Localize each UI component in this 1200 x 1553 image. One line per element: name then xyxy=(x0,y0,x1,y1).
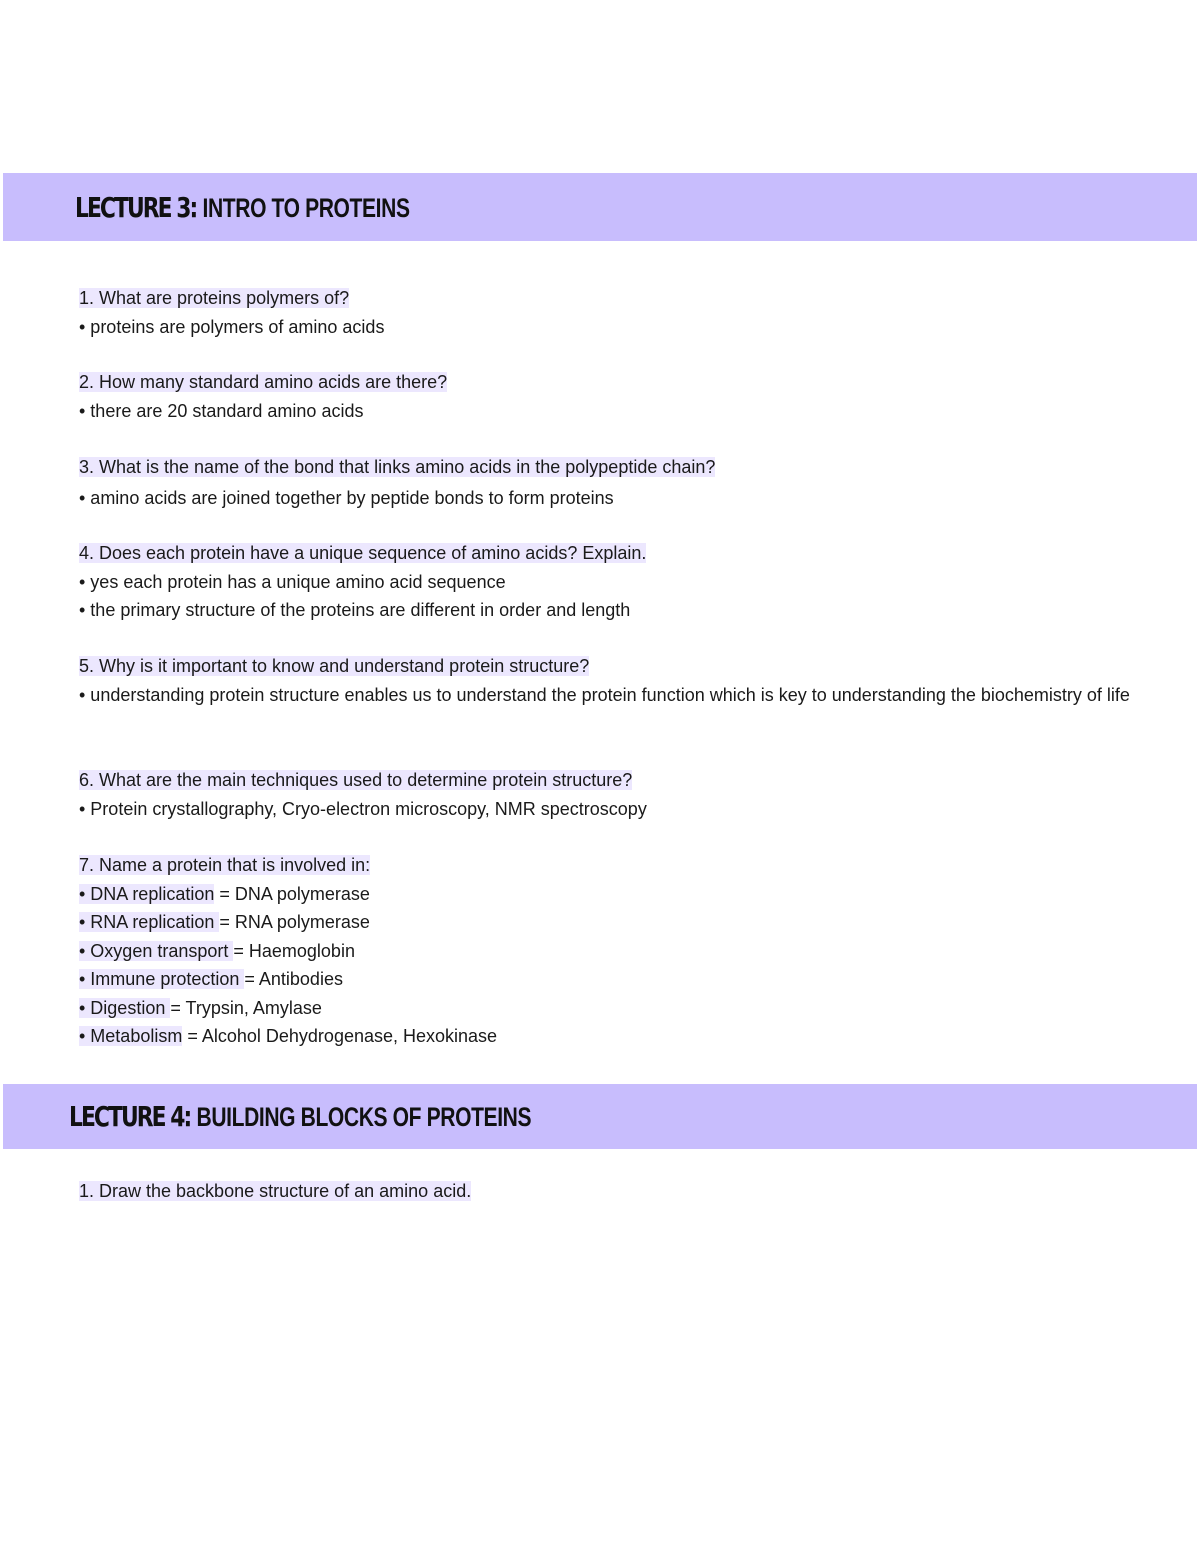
pair-term: • RNA replication xyxy=(79,912,220,932)
qa-item-1 xyxy=(79,284,1159,341)
pair-term: • Digestion xyxy=(79,997,171,1018)
answer: • proteins are polymers of amino acids xyxy=(79,316,385,337)
qa-item-4 xyxy=(79,539,1159,625)
lecture-3-banner xyxy=(3,173,1197,241)
pair-term: • DNA replication xyxy=(79,883,215,904)
question: 1. What are proteins polymers of? xyxy=(79,288,350,308)
question: 4. Does each protein have a unique sequence of amino acids? Explain. xyxy=(79,543,647,563)
question: 6. What are the main techniques used to determine protein structure? xyxy=(79,770,633,790)
pair-term: • Metabolism xyxy=(79,1026,183,1046)
pair-answer: = Haemoglobin xyxy=(233,940,355,961)
pair-row xyxy=(79,908,1159,937)
pair-term: • Immune protection xyxy=(79,969,245,989)
answer: • amino acids are joined together by peptide bonds to form proteins xyxy=(79,487,614,508)
question: 7. Name a protein that is involved in: xyxy=(79,855,371,875)
answer: • there are 20 standard amino acids xyxy=(79,400,364,421)
lecture-4-title: BUILDING BLOCKS OF PROTEINS xyxy=(196,1102,532,1132)
pair-term: • Oxygen transport xyxy=(79,940,234,961)
lecture-4-qa-item-1 xyxy=(79,1177,1159,1206)
lecture-4-heading xyxy=(69,1100,531,1133)
question: 2. How many standard amino acids are there? xyxy=(79,372,448,392)
pair-row xyxy=(79,965,1159,994)
answer: • yes each protein has a unique amino acid sequence xyxy=(79,571,506,592)
lecture-3-label: LECTURE 3: xyxy=(75,190,197,224)
pair-answer: = RNA polymerase xyxy=(219,912,370,932)
answer: • the primary structure of the proteins are different in order and length xyxy=(79,600,631,620)
lecture-3-title: INTRO TO PROTEINS xyxy=(202,192,410,223)
pair-row xyxy=(79,1022,1159,1051)
pair-answer: = Alcohol Dehydrogenase, Hexokinase xyxy=(182,1026,498,1046)
lecture-4-banner xyxy=(3,1084,1197,1149)
lecture-4-label: LECTURE 4: xyxy=(69,1100,191,1133)
qa-item-2 xyxy=(79,368,1159,425)
qa-item-7 xyxy=(79,851,1159,1051)
answer: • Protein crystallography, Cryo-electron microscopy, NMR spectroscopy xyxy=(79,798,647,819)
lecture-3-heading xyxy=(75,191,410,224)
pair-answer: = Trypsin, Amylase xyxy=(170,997,322,1018)
question: 5. Why is it important to know and understand protein structure? xyxy=(79,656,590,676)
qa-item-6 xyxy=(79,766,1159,823)
qa-item-5 xyxy=(79,652,1154,709)
question: 1. Draw the backbone structure of an amino acid. xyxy=(79,1181,472,1201)
pair-row xyxy=(79,994,1159,1023)
question: 3. What is the name of the bond that links amino acids in the polypeptide chain? xyxy=(79,457,716,477)
pair-answer: = Antibodies xyxy=(244,969,343,989)
pair-row xyxy=(79,937,1159,966)
pair-answer: = DNA polymerase xyxy=(214,883,370,904)
qa-item-3 xyxy=(79,453,1159,512)
answer: • understanding protein structure enables us to understand the protein function which is key to understanding the biochemistry of life xyxy=(79,684,1130,705)
pair-row xyxy=(79,880,1159,909)
